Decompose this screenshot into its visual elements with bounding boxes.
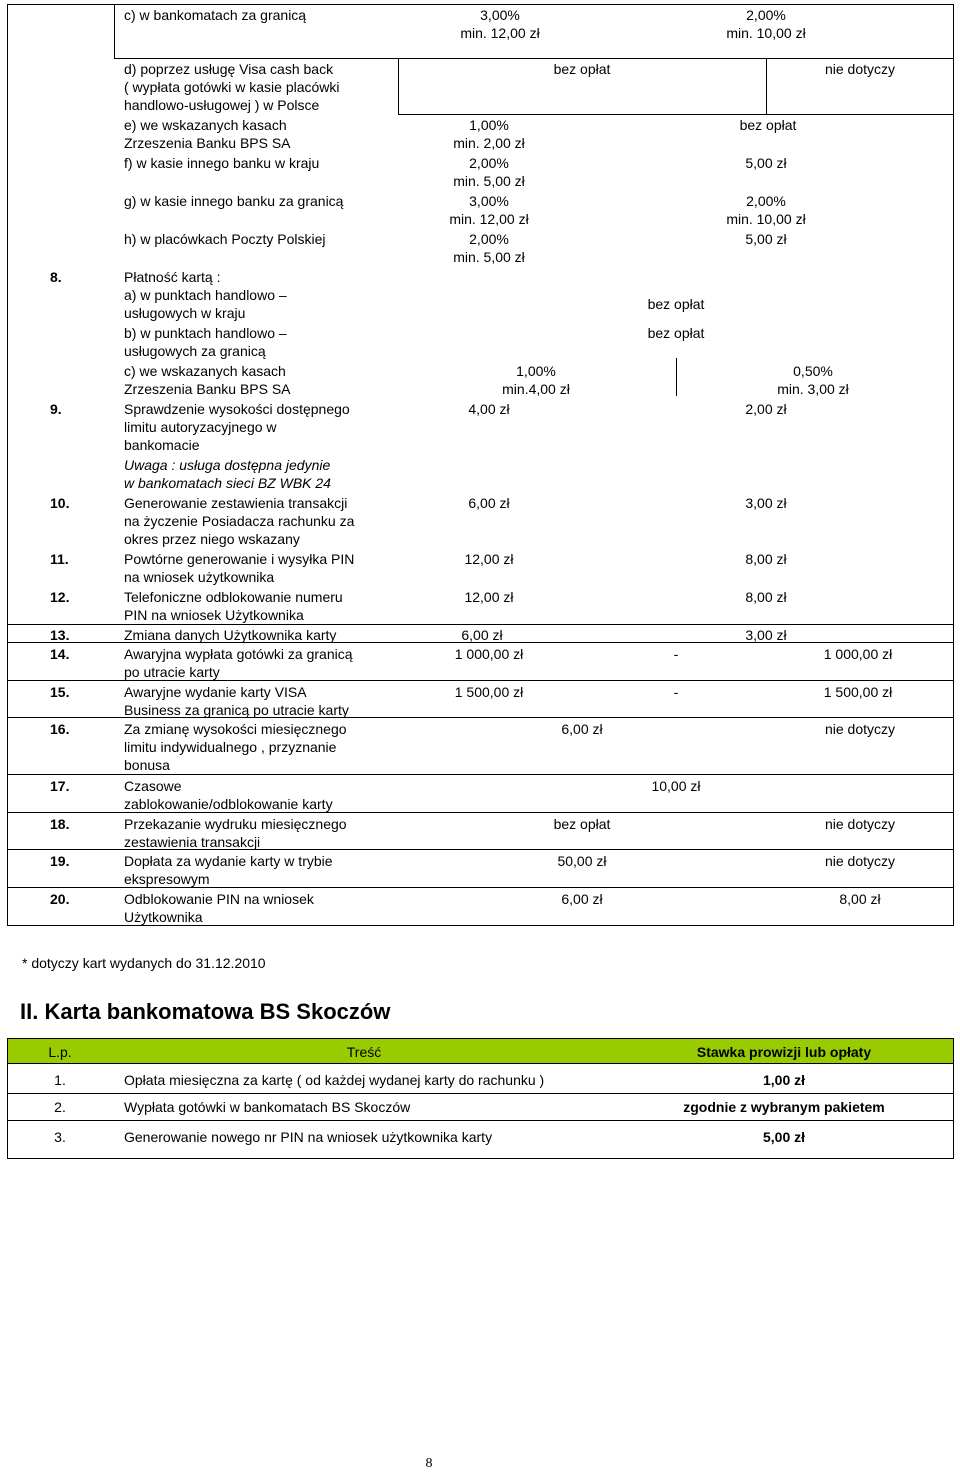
fee-value: - — [673, 684, 679, 700]
fee-value: 1 500,00 zł — [454, 684, 524, 700]
row-label: Dopłata za wydanie karty w trybie — [124, 853, 333, 869]
row-lp: 2. — [54, 1099, 66, 1115]
header-content: Treść — [346, 1044, 382, 1060]
row-label: limitu indywidualnego , przyznanie — [124, 739, 337, 755]
fee-value: bez opłat — [739, 117, 797, 133]
row-divider — [7, 1120, 954, 1121]
row-label: f) w kasie innego banku w kraju — [124, 155, 320, 171]
fee-value: 2,00% — [746, 7, 786, 23]
fee-value: 2,00% — [469, 155, 509, 171]
fee-value: min. 12,00 zł — [449, 211, 529, 227]
row-number: 12. — [50, 589, 70, 605]
fee-value: min. 10,00 zł — [726, 25, 806, 41]
table-border-top — [7, 4, 954, 5]
header-fee: Stawka prowizji lub opłaty — [696, 1044, 872, 1060]
row-number: 10. — [50, 495, 70, 511]
fee-value: min.4,00 zł — [502, 381, 570, 397]
row-label: ekspresowym — [124, 871, 210, 887]
fee-value: 1 500,00 zł — [823, 684, 893, 700]
fee-value: 6,00 zł — [461, 627, 503, 643]
fee-value: 1 000,00 zł — [454, 646, 524, 662]
row-label: ( wypłata gotówki w kasie placówki — [124, 79, 340, 95]
row-number: 14. — [50, 646, 70, 662]
row-number: 16. — [50, 721, 70, 737]
row-label: b) w punktach handlowo – — [124, 325, 287, 341]
fee-value: - — [673, 646, 679, 662]
fee-value: 2,00% — [746, 193, 786, 209]
page-number: 8 — [425, 1456, 433, 1471]
column-divider — [114, 4, 115, 59]
row-label: g) w kasie innego banku za granicą — [124, 193, 344, 209]
row-label: bankomacie — [124, 437, 200, 453]
fee-value: 3,00 zł — [745, 495, 787, 511]
fee-value: 6,00 zł — [561, 891, 603, 907]
row-label: po utracie karty — [124, 664, 220, 680]
row-content: Opłata miesięczna za kartę ( od każdej wydanej karty do rachunku ) — [124, 1072, 545, 1088]
row-label: Odblokowanie PIN na wniosek — [124, 891, 314, 907]
row-label: Zrzeszenia Banku BPS SA — [124, 381, 291, 397]
fee-value: min. 2,00 zł — [453, 135, 525, 151]
table-border-bottom — [7, 1158, 954, 1159]
row-label: Sprawdzenie wysokości dostępnego — [124, 401, 350, 417]
column-divider — [676, 358, 677, 396]
fee-value: bez opłat — [553, 61, 611, 77]
row-fee: 1,00 zł — [762, 1072, 806, 1088]
row-label: zablokowanie/odblokowanie karty — [124, 796, 333, 812]
row-label: Business za granicą po utracie karty — [124, 702, 349, 718]
fee-value: 8,00 zł — [839, 891, 881, 907]
fee-value: 1,00% — [469, 117, 509, 133]
row-lp: 1. — [54, 1072, 66, 1088]
footnote: * dotyczy kart wydanych do 31.12.2010 — [22, 955, 266, 971]
row-number: 15. — [50, 684, 70, 700]
column-divider — [398, 58, 399, 115]
row-divider — [398, 114, 954, 115]
row-fee: zgodnie z wybranym pakietem — [683, 1099, 885, 1115]
fee-value: 5,00 zł — [745, 231, 787, 247]
table-border-left — [7, 4, 8, 926]
row-number: 8. — [50, 269, 62, 285]
row-label: Awaryjna wypłata gotówki za granicą — [124, 646, 353, 662]
row-content: Wypłata gotówki w bankomatach BS Skoczów — [124, 1099, 411, 1115]
row-number: 13. — [50, 627, 70, 643]
fee-value: 1 000,00 zł — [823, 646, 893, 662]
row-label: okres przez niego wskazany — [124, 531, 300, 547]
fee-value: 3,00% — [480, 7, 520, 23]
row-divider — [7, 624, 954, 625]
row-label: Za zmianę wysokości miesięcznego — [124, 721, 347, 737]
fee-value: nie dotyczy — [824, 853, 896, 869]
row-label: PIN na wniosek Użytkownika — [124, 607, 304, 623]
row-label: na wniosek użytkownika — [124, 569, 275, 585]
row-label: handlowo-usługowej ) w Polsce — [124, 97, 320, 113]
fee-value: 2,00 zł — [745, 401, 787, 417]
row-label: Użytkownika — [124, 909, 203, 925]
row-content: Generowanie nowego nr PIN na wniosek użytkownika karty — [124, 1129, 493, 1145]
fee-value: 4,00 zł — [468, 401, 510, 417]
row-divider — [114, 58, 954, 59]
fee-value: nie dotyczy — [824, 721, 896, 737]
row-label: usługowych w kraju — [124, 305, 246, 321]
fee-value: 12,00 zł — [464, 589, 514, 605]
fee-value: 10,00 zł — [651, 778, 701, 794]
row-label: e) we wskazanych kasach — [124, 117, 287, 133]
fee-value: bez opłat — [647, 296, 705, 312]
row-label: c) we wskazanych kasach — [124, 363, 286, 379]
row-label: limitu autoryzacyjnego w — [124, 419, 277, 435]
fee-value: 12,00 zł — [464, 551, 514, 567]
row-label: c) w bankomatach za granicą — [124, 7, 307, 23]
row-number: 11. — [50, 551, 69, 567]
row-divider — [7, 1093, 954, 1094]
row-number: 19. — [50, 853, 70, 869]
row-label: Zmiana danych Użytkownika karty — [124, 627, 337, 643]
fee-value: bez opłat — [553, 816, 611, 832]
fee-value: bez opłat — [647, 325, 705, 341]
fee-value: min. 5,00 zł — [453, 173, 525, 189]
row-label: Telefoniczne odblokowanie numeru — [124, 589, 343, 605]
row-label: Płatność kartą : — [124, 269, 221, 285]
row-number: 17. — [50, 778, 70, 794]
row-fee: 5,00 zł — [762, 1129, 806, 1145]
fee-value: min. 5,00 zł — [453, 249, 525, 265]
table-border-top — [7, 1038, 954, 1039]
fee-value: min. 12,00 zł — [460, 25, 540, 41]
fee-value: nie dotyczy — [824, 61, 896, 77]
row-note: Uwaga : usługa dostępna jedynie — [124, 457, 331, 473]
row-note: w bankomatach sieci BZ WBK 24 — [124, 475, 331, 491]
fee-value: 3,00% — [469, 193, 509, 209]
fee-value: 6,00 zł — [468, 495, 510, 511]
fee-value: 8,00 zł — [745, 589, 787, 605]
row-label: h) w placówkach Poczty Polskiej — [124, 231, 326, 247]
row-lp: 3. — [54, 1129, 66, 1145]
row-number: 18. — [50, 816, 70, 832]
fee-value: nie dotyczy — [824, 816, 896, 832]
fee-value: 0,50% — [793, 363, 833, 379]
fee-value: 3,00 zł — [745, 627, 787, 643]
fee-value: 8,00 zł — [745, 551, 787, 567]
fee-value: 50,00 zł — [557, 853, 607, 869]
row-divider — [7, 774, 954, 775]
row-number: 20. — [50, 891, 70, 907]
fee-value: 2,00% — [469, 231, 509, 247]
table-border-right — [953, 1038, 954, 1159]
row-label: usługowych za granicą — [124, 343, 266, 359]
section-title: II. Karta bankomatowa BS Skoczów — [20, 999, 391, 1024]
fee-value: 5,00 zł — [745, 155, 787, 171]
row-label: Generowanie zestawienia transakcji — [124, 495, 348, 511]
row-label: Zrzeszenia Banku BPS SA — [124, 135, 291, 151]
row-label: Czasowe — [124, 778, 182, 794]
table-border-right — [953, 4, 954, 926]
fee-value: 1,00% — [516, 363, 556, 379]
fee-value: 6,00 zł — [561, 721, 603, 737]
row-divider — [7, 1063, 954, 1064]
row-number: 9. — [50, 401, 62, 417]
header-lp: L.p. — [48, 1044, 72, 1060]
row-label: Powtórne generowanie i wysyłka PIN — [124, 551, 355, 567]
fee-value: min. 3,00 zł — [777, 381, 849, 397]
fee-value: min. 10,00 zł — [726, 211, 806, 227]
row-label: a) w punktach handlowo – — [124, 287, 287, 303]
row-label: na życzenie Posiadacza rachunku za — [124, 513, 355, 529]
row-label: Awaryjne wydanie karty VISA — [124, 684, 307, 700]
row-label: zestawienia transakcji — [124, 834, 261, 850]
row-label: d) poprzez usługę Visa cash back — [124, 61, 334, 77]
row-label: bonusa — [124, 757, 170, 773]
row-label: Przekazanie wydruku miesięcznego — [124, 816, 347, 832]
